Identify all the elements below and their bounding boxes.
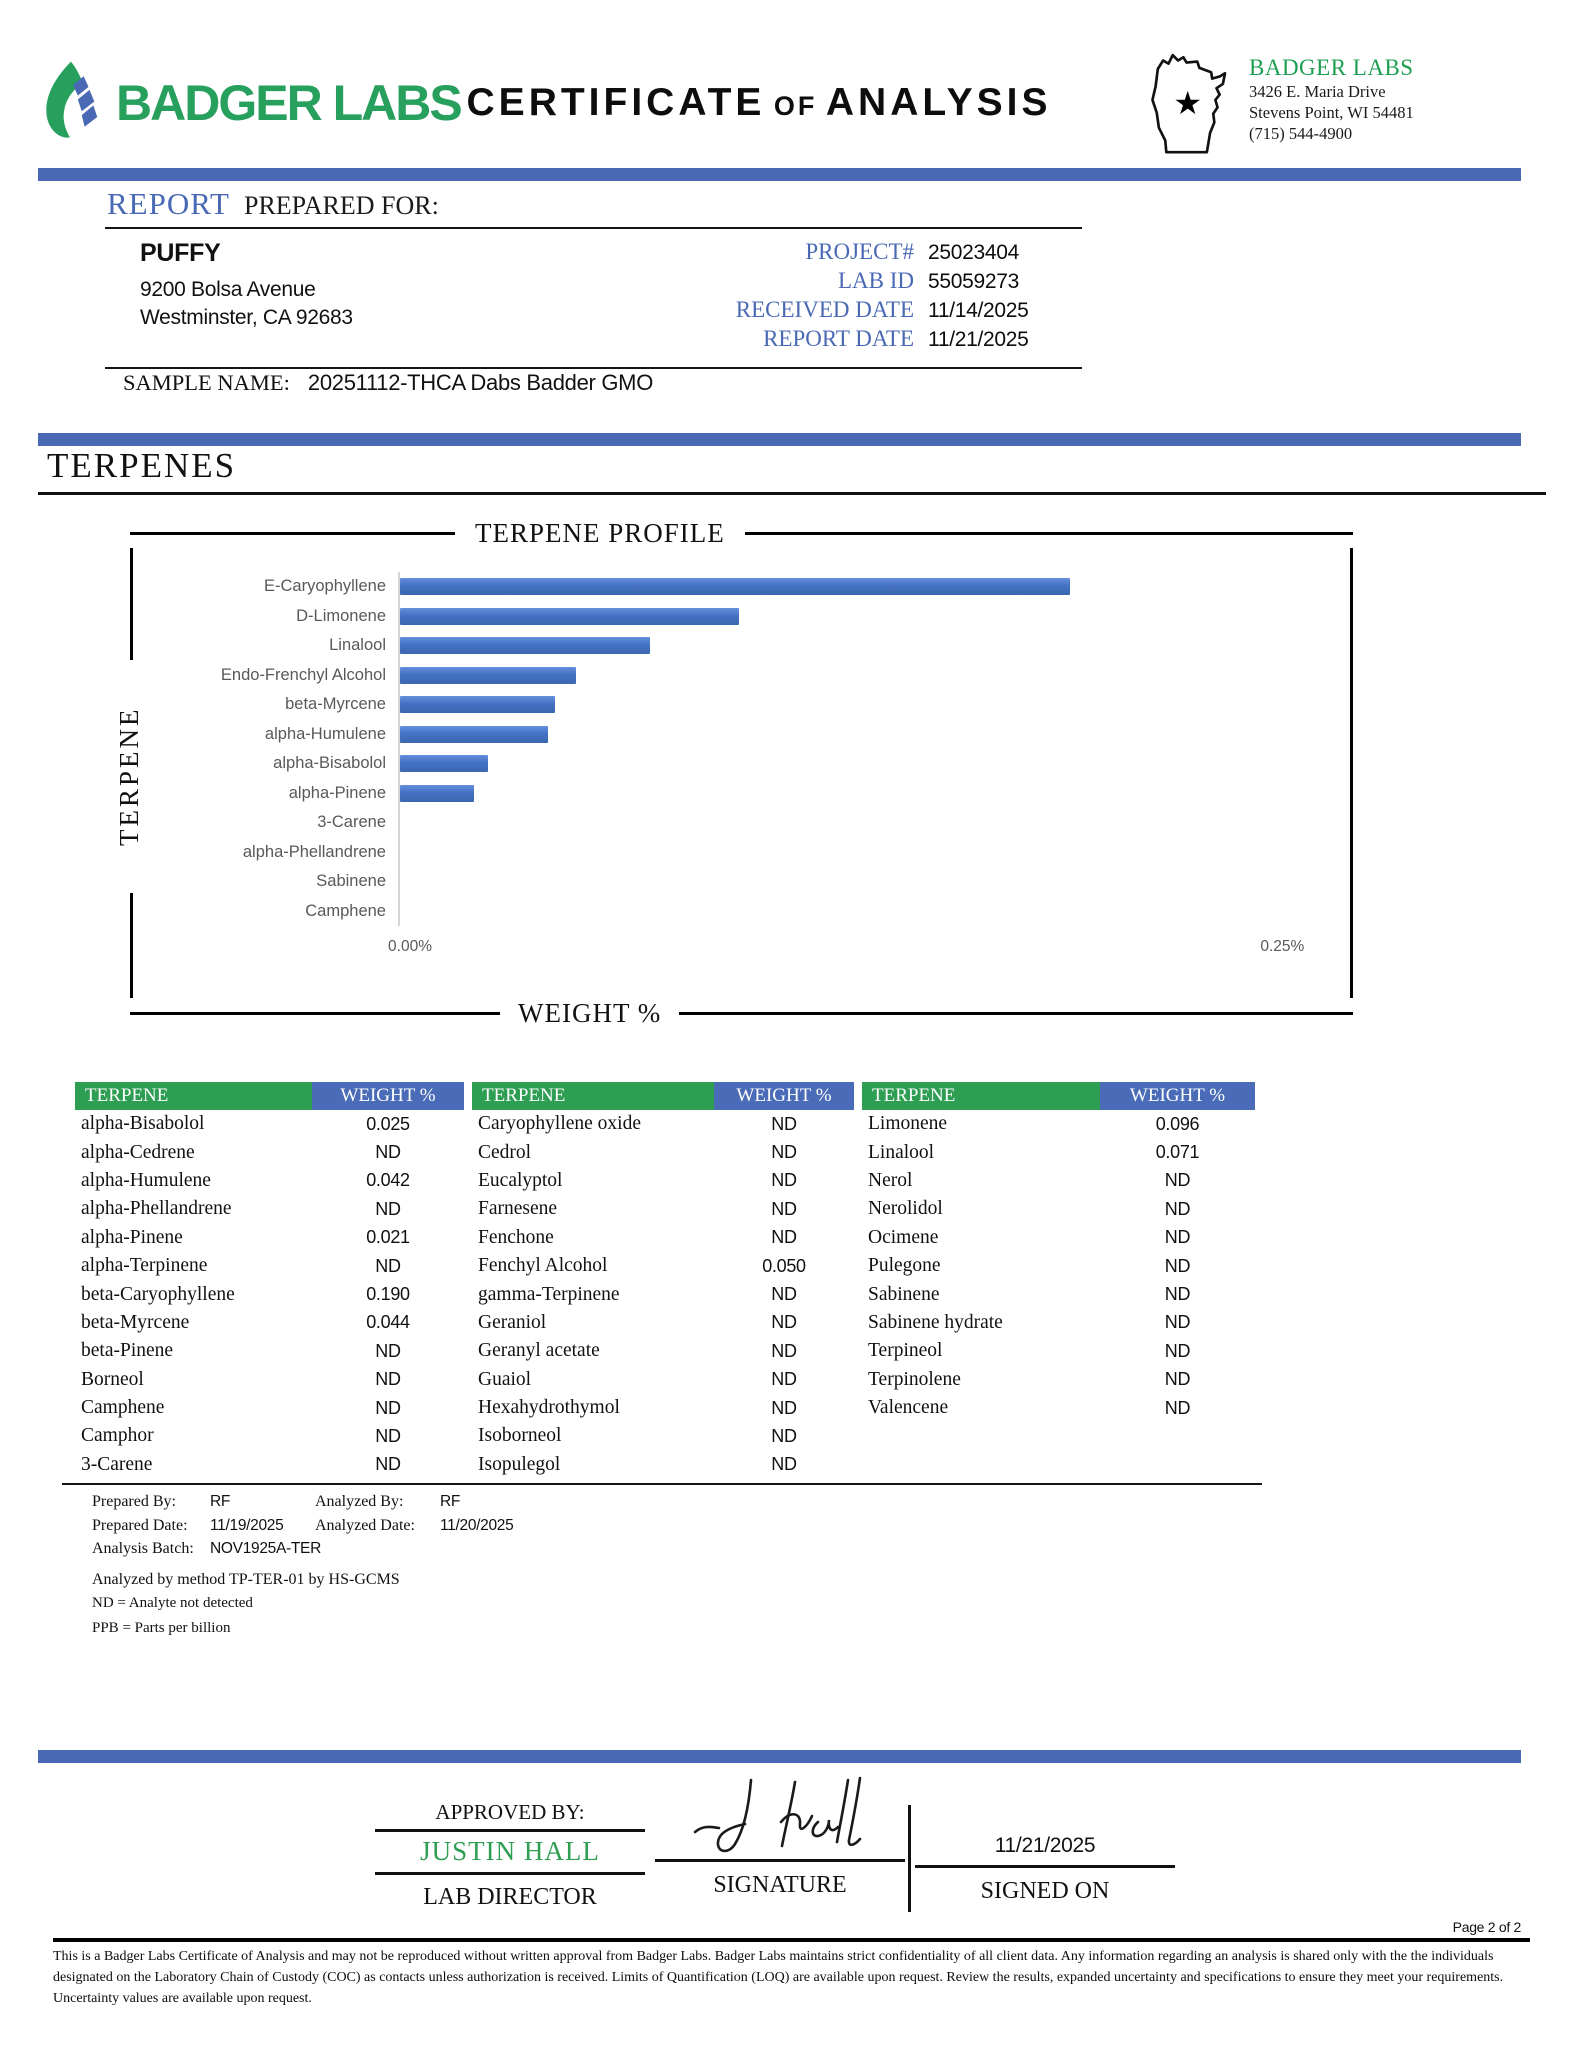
terpene-name: Fenchone — [478, 1226, 554, 1248]
approval-divider — [908, 1805, 911, 1912]
chart-bar-track — [398, 838, 1350, 868]
chart-bar-track — [398, 897, 1350, 927]
section-underline — [38, 492, 1546, 495]
terpene-weight-value: ND — [375, 1454, 401, 1475]
terpene-weight-value: ND — [771, 1369, 797, 1390]
table-row — [472, 1224, 854, 1252]
chart-row — [130, 749, 1350, 779]
terpene-name: alpha-Humulene — [81, 1169, 211, 1191]
terpene-name: Nerol — [868, 1169, 913, 1191]
table-row — [75, 1422, 464, 1450]
terpene-name: alpha-Pinene — [81, 1226, 183, 1248]
chart-bar-track — [398, 779, 1350, 809]
sample-name-value: 20251112-THCA Dabs Badder GMO — [307, 370, 654, 395]
chart-category-label: E-Caryophyllene — [264, 577, 386, 596]
divider-bar-bottom — [38, 1750, 1521, 1763]
table-row — [862, 1394, 1255, 1422]
chart-row — [130, 572, 1350, 602]
signature-rule — [655, 1859, 905, 1862]
table-row — [472, 1309, 854, 1337]
ppb-note: PPB = Parts per billion — [92, 1619, 231, 1636]
terpene-name: Caryophyllene oxide — [478, 1113, 641, 1135]
footer-rule — [53, 1938, 1530, 1942]
terpene-name: Eucalyptol — [478, 1169, 563, 1191]
terpene-weight-value: ND — [1164, 1369, 1191, 1390]
chart-plot-area — [114, 548, 1353, 998]
client-name: PUFFY — [140, 239, 221, 267]
table-row — [75, 1337, 464, 1365]
terpene-weight-value: ND — [771, 1227, 797, 1248]
terpene-name: alpha-Cedrene — [81, 1141, 195, 1163]
table-row — [472, 1252, 854, 1280]
terpene-table — [472, 1082, 854, 1479]
chart-category-label: alpha-Phellandrene — [242, 842, 386, 861]
terpene-table — [75, 1082, 464, 1479]
chart-rows — [130, 548, 1350, 926]
table-row — [862, 1337, 1255, 1365]
chart-row — [130, 690, 1350, 720]
chart-row — [130, 897, 1350, 927]
chart-row — [130, 602, 1350, 632]
terpene-name: Cedrol — [478, 1141, 532, 1163]
brand-block — [38, 59, 461, 148]
chart-row — [130, 720, 1350, 750]
table-row — [472, 1337, 854, 1365]
prepared-for-label: PREPARED FOR: — [244, 191, 439, 220]
table-header-row — [862, 1082, 1255, 1110]
chart-border-segment — [130, 1012, 500, 1015]
table-row — [472, 1195, 854, 1223]
prepared-by-label: Prepared By: — [92, 1493, 176, 1510]
terpene-weight-value: ND — [375, 1198, 401, 1219]
terpene-name: alpha-Terpinene — [81, 1255, 208, 1277]
terpene-weight-value: 0.044 — [366, 1312, 410, 1333]
table-row — [75, 1195, 464, 1223]
table-row — [75, 1138, 464, 1166]
signed-on-block — [915, 1770, 1175, 1905]
chart-category-label: alpha-Pinene — [288, 783, 386, 802]
terpene-name: Camphor — [81, 1425, 154, 1447]
meta-row-received-date — [602, 297, 1082, 326]
page-title: CERTIFICATE OF ANALYSIS — [466, 81, 1052, 124]
chart-bar-track — [398, 867, 1350, 897]
terpene-name: Camphene — [81, 1397, 165, 1419]
table-header-row — [472, 1082, 854, 1110]
terpene-name: Isoborneol — [478, 1425, 562, 1447]
terpene-weight-value: ND — [771, 1340, 797, 1361]
chart-bar — [400, 726, 548, 743]
table-row — [75, 1110, 464, 1138]
terpene-name: Geranyl acetate — [478, 1340, 600, 1362]
divider-bar-middle — [38, 433, 1521, 446]
terpene-name: 3-Carene — [81, 1453, 153, 1475]
signature-label: SIGNATURE — [713, 1871, 847, 1898]
chart-bar-track — [398, 808, 1350, 838]
terpene-weight-value: ND — [771, 1142, 797, 1163]
x-tick-max: 0.25% — [1260, 938, 1305, 955]
table-row — [862, 1366, 1255, 1394]
terpene-name: Isopulegol — [478, 1453, 561, 1475]
terpene-name: Terpineol — [868, 1340, 943, 1362]
terpene-name: beta-Myrcene — [81, 1311, 190, 1333]
page-number: Page 2 of 2 — [1452, 1919, 1521, 1935]
chart-row — [130, 631, 1350, 661]
terpene-name: Geraniol — [478, 1311, 547, 1333]
lab-id-label: LAB ID — [837, 268, 914, 293]
weight-column-header: WEIGHT % — [714, 1082, 854, 1110]
divider-bar-top — [38, 168, 1521, 181]
terpene-column-header: TERPENE — [75, 1082, 312, 1110]
terpene-weight-value: 0.021 — [366, 1227, 410, 1248]
terpene-weight-value: ND — [771, 1284, 797, 1305]
terpene-weight-value: ND — [771, 1397, 797, 1418]
terpene-weight-value: ND — [771, 1113, 797, 1134]
terpene-table — [862, 1082, 1255, 1422]
chart-bottom-row — [130, 998, 1353, 1028]
chart-row — [130, 838, 1350, 868]
client-address2: Westminster, CA 92683 — [140, 306, 353, 329]
report-label: REPORT — [107, 186, 230, 221]
terpene-name: Linalool — [868, 1141, 935, 1163]
report-meta — [602, 239, 1082, 355]
prepared-date-label: Prepared Date: — [92, 1516, 188, 1534]
sample-name-label: SAMPLE NAME: — [123, 370, 290, 395]
badger-labs-logo-icon — [38, 59, 106, 148]
lab-phone: (715) 544-4900 — [1249, 123, 1353, 143]
chart-title-row — [130, 518, 1353, 548]
table-row — [862, 1252, 1255, 1280]
table-row — [862, 1110, 1255, 1138]
wisconsin-map-icon — [1145, 47, 1241, 160]
chart-row — [130, 867, 1350, 897]
terpene-weight-value: ND — [1164, 1255, 1191, 1276]
chart-bar-track — [398, 720, 1350, 750]
terpene-weight-value: ND — [1164, 1284, 1191, 1305]
sample-name-row — [123, 370, 653, 396]
analysis-meta-grid — [92, 1490, 513, 1561]
lab-address-block — [1145, 47, 1545, 160]
lab-address-line2: Stevens Point, WI 54481 — [1249, 102, 1414, 122]
meta-row-report-date — [602, 326, 1082, 355]
table-row — [472, 1280, 854, 1308]
table-header-row — [75, 1082, 464, 1110]
table-bottom-rule — [62, 1483, 1262, 1485]
terpene-name: Terpinolene — [868, 1368, 961, 1390]
chart-border-segment — [745, 532, 1353, 535]
weight-column-header: WEIGHT % — [1100, 1082, 1255, 1110]
terpene-column-header: TERPENE — [472, 1082, 714, 1110]
terpene-weight-value: 0.096 — [1155, 1113, 1200, 1134]
weight-column-header: WEIGHT % — [312, 1082, 464, 1110]
chart-border-segment — [679, 1012, 1353, 1015]
terpene-weight-value: 0.025 — [366, 1113, 410, 1134]
chart-bar — [400, 608, 739, 625]
approval-block — [0, 1770, 1583, 1930]
nd-note: ND = Analyte not detected — [92, 1594, 253, 1611]
chart-bar — [400, 637, 650, 654]
terpene-weight-value: ND — [1164, 1198, 1191, 1219]
terpene-weight-value: ND — [375, 1340, 401, 1361]
terpene-name: Nerolidol — [868, 1198, 943, 1220]
star-icon: ★ — [1173, 84, 1203, 121]
client-info — [140, 239, 353, 355]
terpene-weight-value: ND — [771, 1454, 797, 1475]
chart-bar — [400, 578, 1070, 595]
analysis-batch-label: Analysis Batch: — [92, 1540, 194, 1557]
chart-x-axis-ticks — [388, 938, 1350, 962]
chart-border-segment — [130, 532, 455, 535]
report-body — [105, 227, 1082, 369]
chart-category-label: Camphene — [305, 901, 386, 920]
terpene-name: Borneol — [81, 1368, 144, 1390]
terpene-name: alpha-Bisabolol — [81, 1113, 205, 1135]
chart-bar-track — [398, 661, 1350, 691]
terpene-weight-value: ND — [771, 1170, 797, 1191]
report-block — [105, 186, 1082, 369]
lab-contact — [1249, 47, 1414, 144]
table-row — [75, 1451, 464, 1479]
report-date-value: 11/21/2025 — [928, 328, 1029, 351]
terpene-profile-chart — [114, 517, 1353, 1028]
analyzed-date-value: 11/20/2025 — [440, 1516, 514, 1534]
chart-row — [130, 661, 1350, 691]
terpene-weight-value: ND — [771, 1198, 797, 1219]
x-tick-min: 0.00% — [388, 938, 432, 955]
terpene-name: Farnesene — [478, 1198, 558, 1220]
project-label: PROJECT# — [805, 239, 914, 264]
terpene-weight-value: ND — [1164, 1340, 1191, 1361]
chart-bar-track — [398, 602, 1350, 632]
terpene-weight-value: ND — [375, 1369, 401, 1390]
prepared-date-value: 11/19/2025 — [210, 1516, 284, 1534]
chart-bar-track — [398, 749, 1350, 779]
meta-row-lab-id — [602, 268, 1082, 297]
chart-bar-track — [398, 572, 1350, 602]
signature-block — [655, 1770, 905, 1899]
signature-image — [655, 1770, 905, 1858]
terpene-name: Fenchyl Alcohol — [478, 1255, 608, 1277]
terpene-weight-value: ND — [1164, 1227, 1191, 1248]
received-date-label: RECEIVED DATE — [735, 297, 914, 322]
terpene-column-header: TERPENE — [862, 1082, 1100, 1110]
brand-wordmark: BADGER LABS — [116, 75, 461, 131]
lab-name: BADGER LABS — [1249, 54, 1414, 80]
terpene-weight-value: ND — [375, 1397, 401, 1418]
table-row — [75, 1394, 464, 1422]
chart-category-label: alpha-Bisabolol — [273, 754, 386, 773]
rule — [375, 1872, 645, 1875]
signed-on-date: 11/21/2025 — [994, 1834, 1096, 1857]
signed-on-rule — [915, 1865, 1175, 1868]
approver-title: LAB DIRECTOR — [423, 1884, 597, 1910]
chart-category-label: Linalool — [329, 636, 386, 655]
terpene-results-section — [62, 1082, 1262, 1485]
terpene-name: gamma-Terpinene — [478, 1283, 620, 1305]
chart-category-label: Sabinene — [316, 872, 386, 891]
table-row — [75, 1224, 464, 1252]
terpene-name: beta-Caryophyllene — [81, 1283, 235, 1305]
terpene-weight-value: ND — [1164, 1312, 1191, 1333]
received-date-value: 11/14/2025 — [928, 299, 1029, 322]
table-row — [75, 1366, 464, 1394]
table-row — [472, 1366, 854, 1394]
table-row — [862, 1138, 1255, 1166]
terpene-weight-value: ND — [375, 1142, 401, 1163]
terpene-name: Sabinene — [868, 1283, 940, 1305]
table-row — [862, 1195, 1255, 1223]
chart-row — [130, 779, 1350, 809]
client-address1: 9200 Bolsa Avenue — [140, 278, 316, 301]
table-row — [472, 1138, 854, 1166]
section-heading: TERPENES — [47, 446, 237, 485]
terpene-name: Guaiol — [478, 1368, 532, 1390]
terpene-weight-value: ND — [1164, 1397, 1191, 1418]
analyzed-by-label: Analyzed By: — [315, 1493, 404, 1510]
meta-row-project — [602, 239, 1082, 268]
chart-bar — [400, 667, 576, 684]
analyzed-date-label: Analyzed Date: — [315, 1516, 415, 1534]
chart-bar — [400, 755, 488, 772]
chart-category-label: alpha-Humulene — [264, 724, 386, 743]
terpene-weight-value: 0.190 — [366, 1284, 410, 1305]
chart-bar — [400, 696, 555, 713]
table-row — [862, 1167, 1255, 1195]
chart-title: TERPENE PROFILE — [475, 517, 725, 548]
chart-border-segment — [130, 548, 133, 660]
table-row — [472, 1451, 854, 1479]
signed-on-label: SIGNED ON — [980, 1877, 1110, 1904]
terpene-name: Ocimene — [868, 1226, 939, 1248]
table-row — [75, 1280, 464, 1308]
analysis-batch-value: NOV1925A-TER — [210, 1540, 321, 1557]
table-row — [862, 1309, 1255, 1337]
analysis-meta-block — [92, 1490, 513, 1639]
terpene-name: Limonene — [868, 1113, 948, 1135]
chart-bar-track — [398, 631, 1350, 661]
report-heading — [105, 186, 1082, 227]
chart-category-label: 3-Carene — [317, 813, 386, 832]
table-row — [862, 1224, 1255, 1252]
disclaimer-text: This is a Badger Labs Certificate of Analysis and may not be reproduced without written approval from Badger Labs. Badger Labs maintains strict confidentiality of all client data. Any information regarding an analysis is shared only with the the individuals designated on the Laboratory Chain of Custody (COC) as contacts unless authorization is received. Limits of Quantification (LOQ) are available upon request. Review the results, expanded uncertainty and specifications to ensure they meet your requirements. Uncertainty values are available upon request. — [53, 1949, 1504, 2006]
terpene-name: Sabinene hydrate — [868, 1311, 1003, 1333]
approved-by-label: APPROVED BY: — [435, 1800, 585, 1824]
terpene-name: alpha-Phellandrene — [81, 1198, 232, 1220]
table-row — [75, 1167, 464, 1195]
chart-category-label: D-Limonene — [296, 606, 386, 625]
table-row — [862, 1280, 1255, 1308]
approver-name: JUSTIN HALL — [420, 1836, 600, 1866]
chart-bar — [400, 785, 474, 802]
header — [38, 42, 1545, 164]
terpene-weight-value: ND — [375, 1255, 401, 1276]
method-note: Analyzed by method TP-TER-01 by HS-GCMS — [92, 1570, 400, 1588]
terpene-name: Pulegone — [868, 1255, 941, 1277]
prepared-by-value: RF — [210, 1493, 231, 1510]
table-row — [75, 1252, 464, 1280]
lab-address-line1: 3426 E. Maria Drive — [1249, 81, 1386, 101]
analyzed-by-value: RF — [440, 1493, 461, 1510]
chart-category-label: beta-Myrcene — [285, 695, 386, 714]
table-row — [472, 1422, 854, 1450]
table-row — [75, 1309, 464, 1337]
project-value: 25023404 — [928, 241, 1020, 264]
terpene-name: Valencene — [868, 1397, 949, 1419]
chart-bar-track — [398, 690, 1350, 720]
approved-by-block — [375, 1800, 645, 1911]
report-date-label: REPORT DATE — [763, 326, 914, 351]
terpene-name: Hexahydrothymol — [478, 1397, 620, 1419]
chart-y-axis-label: TERPENE — [114, 706, 144, 847]
terpene-weight-value: ND — [771, 1312, 797, 1333]
chart-category-label: Endo-Frenchyl Alcohol — [220, 665, 386, 684]
terpene-weight-value: ND — [771, 1425, 797, 1446]
terpene-table-groups — [75, 1082, 1262, 1479]
terpene-weight-value: 0.042 — [366, 1170, 410, 1191]
table-row — [472, 1110, 854, 1138]
table-row — [472, 1394, 854, 1422]
terpene-weight-value: 0.071 — [1155, 1142, 1200, 1163]
lab-id-value: 55059273 — [928, 270, 1020, 293]
table-row — [472, 1167, 854, 1195]
chart-row — [130, 808, 1350, 838]
chart-x-axis-label: WEIGHT % — [518, 997, 662, 1028]
terpene-weight-value: ND — [1164, 1170, 1191, 1191]
terpene-name: beta-Pinene — [81, 1340, 174, 1362]
terpene-weight-value: 0.050 — [762, 1255, 806, 1276]
terpene-weight-value: ND — [375, 1425, 401, 1446]
chart-border-segment — [130, 893, 133, 998]
